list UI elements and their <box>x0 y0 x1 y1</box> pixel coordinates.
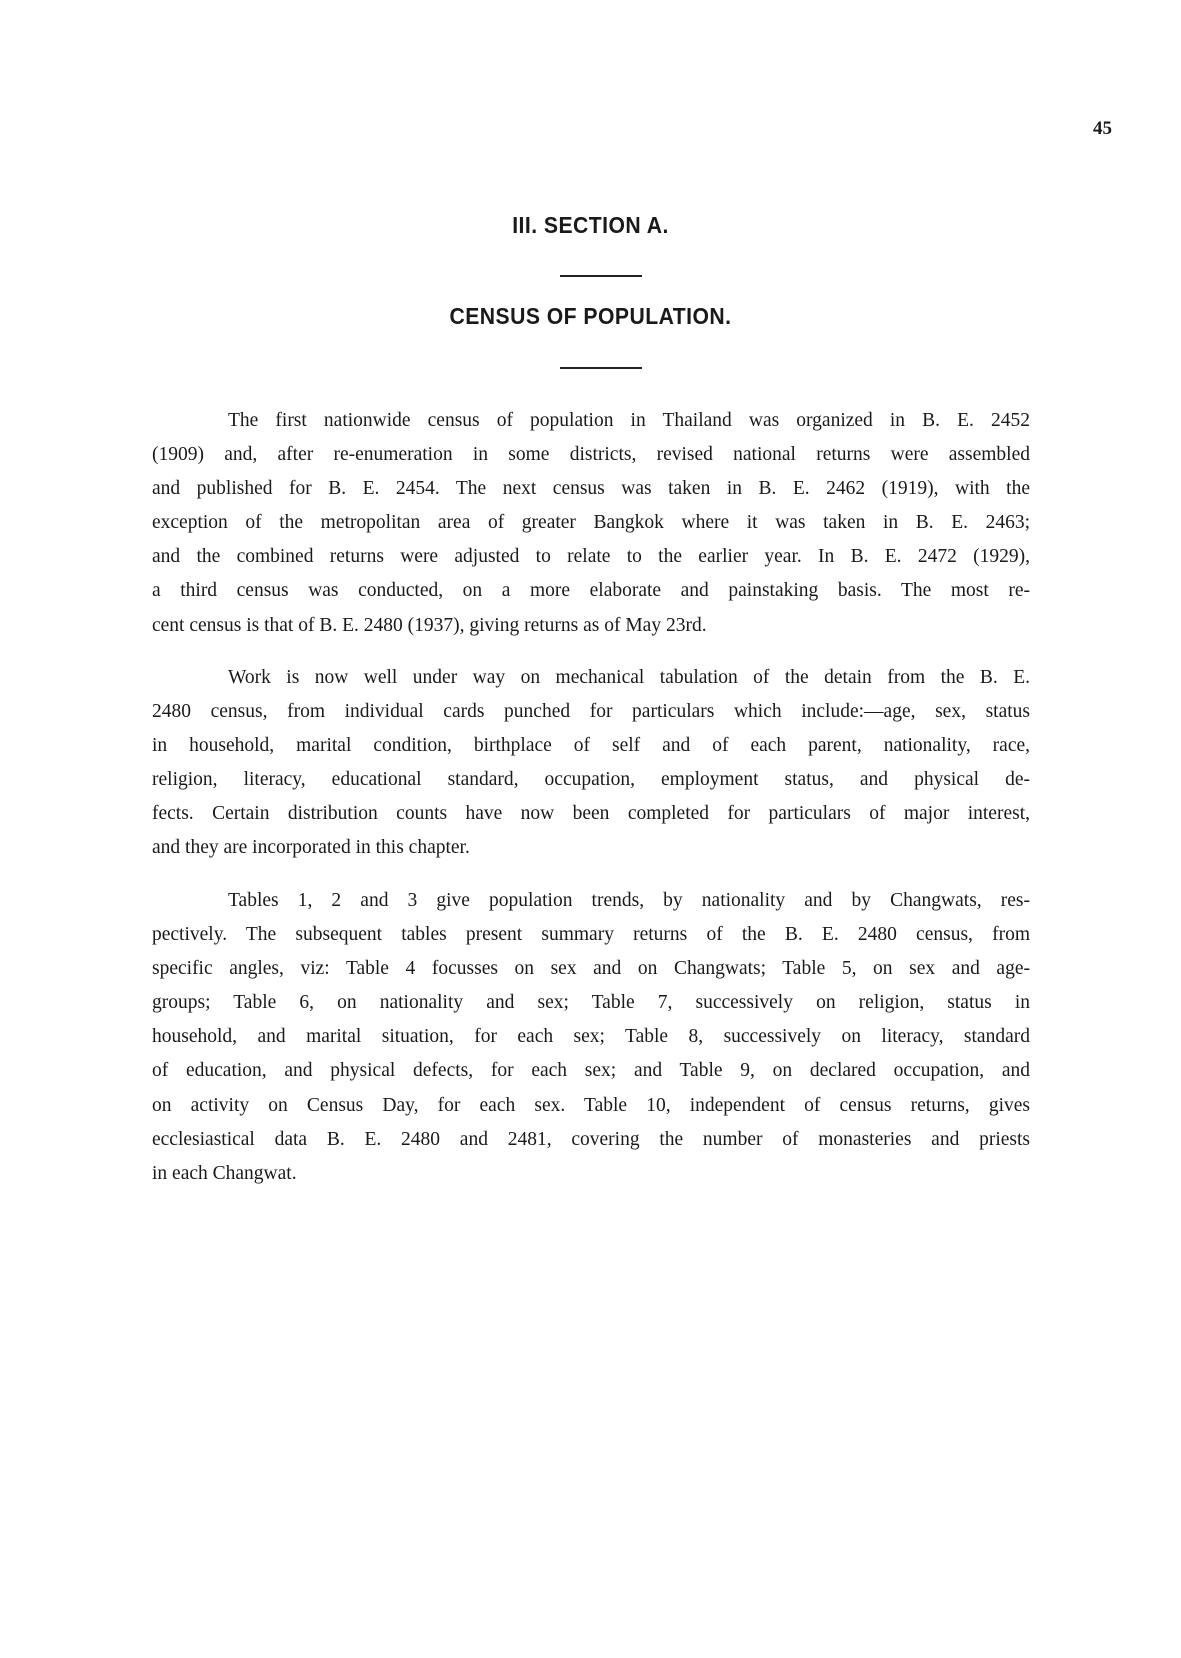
text-line: exception of the metropolitan area of greater Bangkok where it was taken in B. E. 2463; <box>152 512 1030 534</box>
text-line: fects. Certain distribution counts have now been completed for particulars of major interest, <box>152 803 1030 825</box>
text-line: and the combined returns were adjusted to relate to the earlier year. In B. E. 2472 (1929), <box>152 546 1030 568</box>
text-line: a third census was conducted, on a more elaborate and painstaking basis. The most re- <box>152 580 1030 602</box>
text-line: Tables 1, 2 and 3 give population trends, by nationality and by Changwats, res- <box>228 890 1030 911</box>
text-line: and published for B. E. 2454. The next census was taken in B. E. 2462 (1919), with the <box>152 478 1030 500</box>
chapter-title: CENSUS OF POPULATION. <box>449 303 732 329</box>
text-line: in household, marital condition, birthplace of self and of each parent, nationality, race, <box>152 735 1030 757</box>
text-line: household, and marital situation, for each sex; Table 8, successively on literacy, standard <box>152 1026 1030 1048</box>
text-line: of education, and physical defects, for each sex; and Table 9, on declared occupation, and <box>152 1060 1030 1082</box>
text-line: in each Changwat. <box>152 1162 297 1184</box>
text-line: and they are incorporated in this chapter. <box>152 837 470 859</box>
divider-rule <box>560 275 642 277</box>
text-line: (1909) and, after re-enumeration in some districts, revised national returns were assembled <box>152 444 1030 466</box>
paragraph-3 <box>152 884 1030 1191</box>
divider-rule <box>560 367 642 369</box>
text-line: 2480 census, from individual cards punched for particulars which include:—age, sex, status <box>152 701 1030 723</box>
section-heading: III. SECTION A. <box>512 212 669 238</box>
text-line: specific angles, viz: Table 4 focusses on sex and on Changwats; Table 5, on sex and age- <box>152 958 1030 980</box>
paragraph-1 <box>152 404 1030 643</box>
text-line: Work is now well under way on mechanical tabulation of the detain from the B. E. <box>228 667 1030 688</box>
page-number: 45 <box>1093 118 1112 139</box>
text-line: ecclesiastical data B. E. 2480 and 2481, covering the number of monasteries and priests <box>152 1128 1030 1150</box>
text-line: pectively. The subsequent tables present summary returns of the B. E. 2480 census, from <box>152 924 1030 946</box>
text-line: religion, literacy, educational standard, occupation, employment status, and physical de- <box>152 769 1030 791</box>
text-line: on activity on Census Day, for each sex. Table 10, independent of census returns, gives <box>152 1094 1030 1116</box>
text-line: The first nationwide census of population in Thailand was organized in B. E. 2452 <box>228 410 1030 431</box>
text-line: cent census is that of B. E. 2480 (1937), giving returns as of May 23rd. <box>152 614 707 636</box>
text-line: groups; Table 6, on nationality and sex; Table 7, successively on religion, status in <box>152 992 1030 1014</box>
paragraph-2 <box>152 661 1030 866</box>
